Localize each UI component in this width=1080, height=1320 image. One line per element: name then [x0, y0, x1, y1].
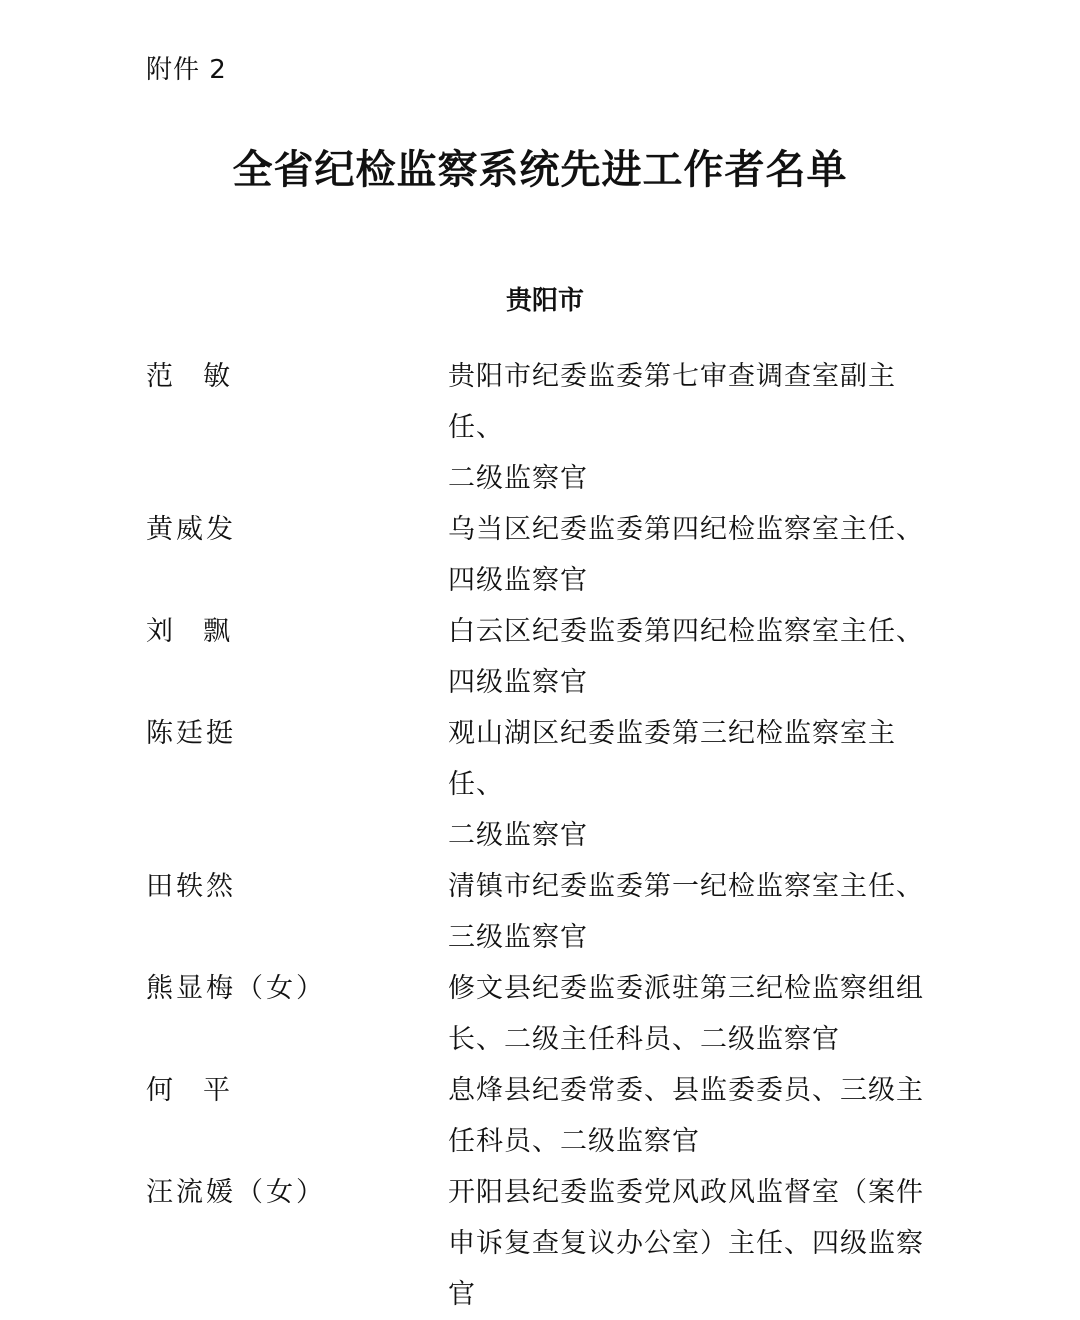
honoree-name: 何平 [146, 1075, 260, 1106]
honoree-position: 白云区纪委监委第四纪检监察室主任、 四级监察官 [448, 616, 924, 698]
honoree-position: 观山湖区纪委监委第三纪检监察室主任、 二级监察官 [448, 718, 896, 851]
list-item [146, 963, 946, 1065]
honoree-list [146, 351, 946, 1320]
list-item [146, 708, 946, 861]
list-item [146, 504, 946, 606]
list-item [146, 606, 946, 708]
honoree-position: 息烽县纪委常委、县监委委员、三级主 任科员、二级监察官 [448, 1075, 924, 1157]
honoree-position: 乌当区纪委监委第四纪检监察室主任、 四级监察官 [448, 514, 924, 596]
honoree-name: 田轶然 [146, 871, 236, 902]
honoree-position: 开阳县纪委监委党风政风监督室（案件 申诉复查复议办公室）主任、四级监察官 [448, 1177, 924, 1310]
document-title: 全省纪检监察系统先进工作者名单 [232, 147, 848, 193]
list-item [146, 351, 946, 504]
honoree-name: 汪流媛（女） [146, 1177, 326, 1208]
honoree-name: 黄威发 [146, 514, 236, 545]
list-item [146, 861, 946, 963]
honoree-position: 贵阳市纪委监委第七审查调查室副主任、 二级监察官 [448, 361, 896, 494]
list-item [146, 1065, 946, 1167]
honoree-position: 清镇市纪委监委第一纪检监察室主任、 三级监察官 [448, 871, 924, 953]
city-heading: 贵阳市 [505, 286, 584, 316]
honoree-name: 刘飘 [146, 616, 260, 647]
list-item [146, 1167, 946, 1320]
honoree-name: 陈廷挺 [146, 718, 236, 749]
honoree-name: 范敏 [146, 361, 260, 392]
attachment-label: 附件 2 [146, 55, 227, 85]
honoree-name: 熊显梅（女） [146, 973, 326, 1004]
honoree-position: 修文县纪委监委派驻第三纪检监察组组 长、二级主任科员、二级监察官 [448, 973, 924, 1055]
